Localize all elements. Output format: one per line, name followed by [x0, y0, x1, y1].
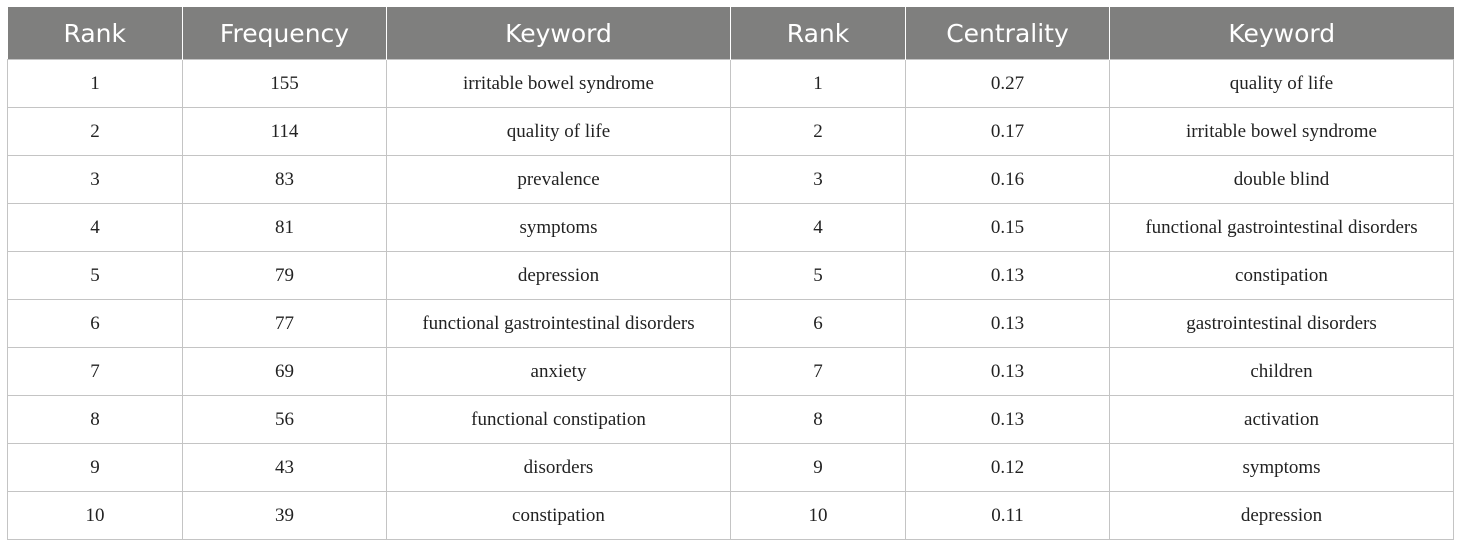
- header-frequency: Frequency: [183, 7, 387, 60]
- table-cell: 39: [183, 492, 387, 540]
- table-cell: 83: [183, 156, 387, 204]
- table-cell: quality of life: [387, 108, 731, 156]
- table-cell: 2: [8, 108, 183, 156]
- table-row: [8, 252, 1454, 300]
- table-cell: quality of life: [1110, 60, 1454, 108]
- table-cell: 10: [8, 492, 183, 540]
- table-row: [8, 156, 1454, 204]
- table-cell: irritable bowel syndrome: [387, 60, 731, 108]
- table-cell: 3: [731, 156, 906, 204]
- table-cell: 5: [731, 252, 906, 300]
- table-cell: 0.27: [906, 60, 1110, 108]
- table-cell: depression: [1110, 492, 1454, 540]
- table-cell: 3: [8, 156, 183, 204]
- table-cell: 79: [183, 252, 387, 300]
- table-header-row: [8, 7, 1454, 60]
- table-cell: 1: [731, 60, 906, 108]
- table-cell: 6: [731, 300, 906, 348]
- header-keyword-centrality: Keyword: [1110, 7, 1454, 60]
- table-cell: 10: [731, 492, 906, 540]
- table-cell: 0.13: [906, 348, 1110, 396]
- table-cell: 0.13: [906, 396, 1110, 444]
- table-row: [8, 204, 1454, 252]
- table-cell: 0.11: [906, 492, 1110, 540]
- table-row: [8, 300, 1454, 348]
- header-keyword-frequency: Keyword: [387, 7, 731, 60]
- table-cell: gastrointestinal disorders: [1110, 300, 1454, 348]
- header-centrality: Centrality: [906, 7, 1110, 60]
- table-cell: irritable bowel syndrome: [1110, 108, 1454, 156]
- table-cell: 6: [8, 300, 183, 348]
- table-cell: 56: [183, 396, 387, 444]
- table-cell: double blind: [1110, 156, 1454, 204]
- table-cell: 7: [8, 348, 183, 396]
- table-cell: 43: [183, 444, 387, 492]
- table-cell: functional gastrointestinal disorders: [387, 300, 731, 348]
- table-row: [8, 108, 1454, 156]
- table-cell: functional gastrointestinal disorders: [1110, 204, 1454, 252]
- table-cell: 2: [731, 108, 906, 156]
- table-cell: symptoms: [1110, 444, 1454, 492]
- table-row: [8, 396, 1454, 444]
- table-cell: 5: [8, 252, 183, 300]
- table-cell: functional constipation: [387, 396, 731, 444]
- table-cell: depression: [387, 252, 731, 300]
- header-rank-centrality: Rank: [731, 7, 906, 60]
- table-cell: constipation: [1110, 252, 1454, 300]
- header-rank-frequency: Rank: [8, 7, 183, 60]
- table-cell: 9: [731, 444, 906, 492]
- table-cell: 7: [731, 348, 906, 396]
- table-cell: 81: [183, 204, 387, 252]
- table-cell: 155: [183, 60, 387, 108]
- table-cell: 8: [731, 396, 906, 444]
- table-cell: 69: [183, 348, 387, 396]
- keyword-ranking-table: [7, 7, 1454, 540]
- table-cell: 0.13: [906, 252, 1110, 300]
- table-row: [8, 348, 1454, 396]
- table-cell: prevalence: [387, 156, 731, 204]
- table-cell: 0.15: [906, 204, 1110, 252]
- table-cell: 0.13: [906, 300, 1110, 348]
- table-row: [8, 444, 1454, 492]
- table-cell: disorders: [387, 444, 731, 492]
- table-cell: 0.12: [906, 444, 1110, 492]
- table-cell: 8: [8, 396, 183, 444]
- table-cell: 0.17: [906, 108, 1110, 156]
- table-row: [8, 492, 1454, 540]
- table-cell: 4: [8, 204, 183, 252]
- table-row: [8, 60, 1454, 108]
- table-cell: 114: [183, 108, 387, 156]
- keyword-table-container: [7, 7, 1453, 540]
- table-cell: 0.16: [906, 156, 1110, 204]
- table-cell: anxiety: [387, 348, 731, 396]
- table-cell: 77: [183, 300, 387, 348]
- table-cell: 1: [8, 60, 183, 108]
- table-cell: 9: [8, 444, 183, 492]
- table-cell: symptoms: [387, 204, 731, 252]
- table-cell: activation: [1110, 396, 1454, 444]
- table-cell: children: [1110, 348, 1454, 396]
- table-cell: constipation: [387, 492, 731, 540]
- table-cell: 4: [731, 204, 906, 252]
